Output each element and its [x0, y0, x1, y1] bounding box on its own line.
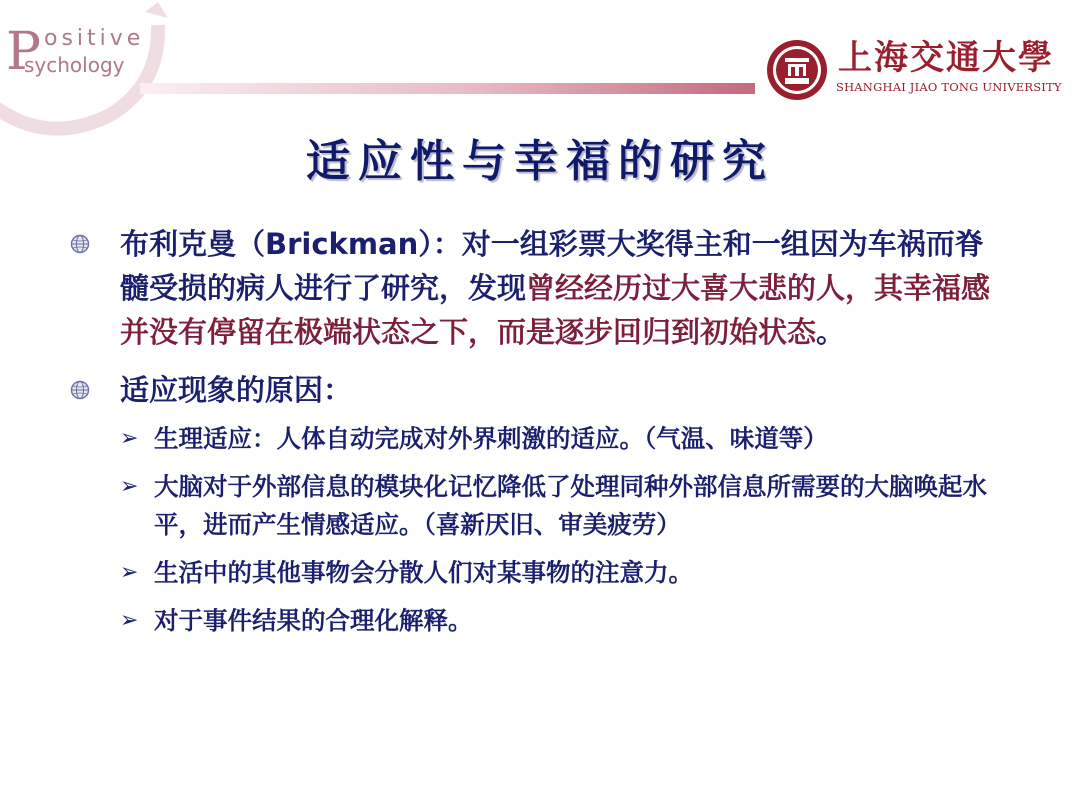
- globe-bullet-icon: [70, 380, 90, 400]
- bullet-text-accent: 曾经经历过大喜大悲的人，其幸福感并没有停留在极端状态之下，而是逐步回归到初始状态: [120, 271, 991, 349]
- list-item: [120, 554, 1010, 592]
- logo-text-psychology: sychology: [24, 53, 125, 77]
- globe-bullet-icon: [70, 234, 90, 254]
- sub-item-text: 对于事件结果的合理化解释。: [154, 606, 473, 635]
- list-item: [120, 420, 1010, 458]
- sub-item-text: 生理适应：人体自动完成对外界刺激的适应。（气温、味道等）: [154, 424, 828, 453]
- arrow-right-icon: ➢: [120, 474, 139, 499]
- bullet-text-end: 。: [816, 315, 846, 349]
- logo-letter-p: P: [6, 22, 41, 82]
- list-item: [120, 602, 1010, 640]
- sub-item-text: 大脑对于外部信息的模块化记忆降低了处理同种外部信息所需要的大脑唤起水平，进而产生情感适应。（喜新厌旧、审美疲劳）: [154, 472, 987, 539]
- bullet-text: 布利克曼（Brickman）：对一组彩票大奖得主和一组因为车祸而脊髓受损的病人进行了研究，发现: [120, 227, 984, 305]
- arrow-right-icon: ➢: [120, 426, 139, 451]
- sub-item-text: 生活中的其他事物会分散人们对某事物的注意力。: [154, 558, 693, 587]
- slide-title: 适应性与幸福的研究: [306, 136, 774, 187]
- arrow-right-icon: ➢: [120, 560, 139, 585]
- slide-content: [70, 222, 1010, 650]
- logo-text-positive: ositive: [44, 26, 145, 51]
- university-name-chinese: 上海交通大學: [838, 38, 1054, 78]
- bullet-text: 适应现象的原因：: [120, 373, 353, 407]
- bullet-item-causes: [70, 368, 1010, 412]
- arrow-right-icon: ➢: [120, 608, 139, 633]
- university-name-english: SHANGHAI JIAO TONG UNIVERSITY: [836, 80, 1062, 94]
- sub-bullet-list: [70, 420, 1010, 640]
- bullet-item-brickman: [70, 222, 1010, 354]
- university-emblem-icon: [765, 38, 829, 102]
- list-item: [120, 468, 1010, 544]
- header-divider-bar: [140, 83, 755, 94]
